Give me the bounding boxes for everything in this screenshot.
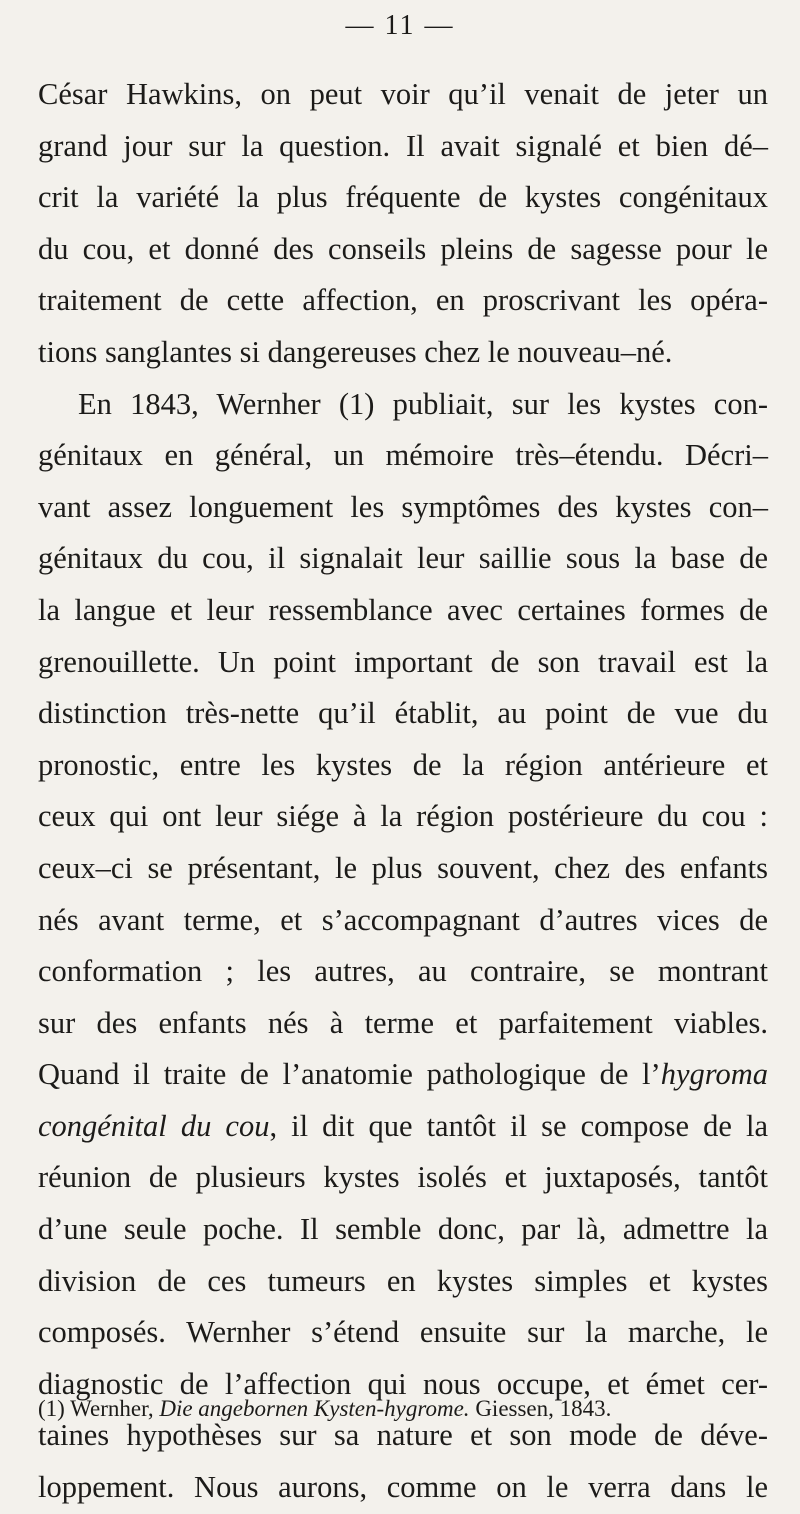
text-line: du cou, et donné des conseils pleins de sagesse pour le <box>38 231 768 266</box>
text-line: vant assez longuement les symptômes des kystes con– <box>38 489 768 524</box>
text-line: pronostic, entre les kystes de la région antérieure et <box>38 747 768 782</box>
body-text <box>38 69 768 1514</box>
text-line: génitaux du cou, il signalait leur saillie sous la base de <box>38 541 768 576</box>
italic-term: congénital du cou <box>38 1108 270 1143</box>
text-line: taines hypothèses sur sa nature et son mode de déve- <box>38 1418 768 1453</box>
text-line: En 1843, Wernher (1) publiait, sur les kystes con- <box>78 386 768 421</box>
text-line: grenouillette. Un point important de son travail est la <box>38 644 768 679</box>
text-line: composés. Wernher s’étend ensuite sur la marche, le <box>38 1315 768 1350</box>
footnote-marker: (1) Wernher, <box>38 1396 160 1421</box>
text-line: loppement. Nous aurons, comme on le verra dans le <box>38 1470 768 1505</box>
footnote-title: Die angebornen Kysten-hygrome. <box>159 1396 470 1421</box>
text-line: d’une seule poche. Il semble donc, par là, admettre la <box>38 1212 768 1247</box>
footnote-place: Giessen, 1843. <box>469 1396 612 1421</box>
text-line: traitement de cette affection, en proscrivant les opéra- <box>38 283 768 318</box>
text-line: la langue et leur ressemblance avec certaines formes de <box>38 592 768 627</box>
text-line: diagnostic de l’affection qui nous occupe, et émet cer- <box>38 1366 768 1401</box>
text-line: nés avant terme, et s’accompagnant d’autres vices de <box>38 902 768 937</box>
text-line: réunion de plusieurs kystes isolés et juxtaposés, tantôt <box>38 1160 768 1195</box>
text-line: génitaux en général, un mémoire très–étendu. Décri– <box>38 438 768 473</box>
text-line: Quand il traite de l’anatomie pathologique de l’hygroma <box>38 1057 768 1092</box>
text-line: division de ces tumeurs en kystes simples et kystes <box>38 1263 768 1298</box>
text-line: congénital du cou, il dit que tantôt il se compose de la <box>38 1108 768 1143</box>
text-line: César Hawkins, on peut voir qu’il venait de jeter un <box>38 77 768 111</box>
text-line: crit la variété la plus fréquente de kystes congénitaux <box>38 180 768 215</box>
text-line: grand jour sur la question. Il avait signalé et bien dé– <box>38 128 768 163</box>
text-line: conformation ; les autres, au contraire, se montrant <box>38 954 768 989</box>
text-line: sur des enfants nés à terme et parfaitement viables. <box>38 1005 768 1040</box>
page-number: — 11 — <box>345 10 455 41</box>
text-line: ceux qui ont leur siége à la région postérieure du cou : <box>38 799 768 834</box>
footnote <box>38 1391 768 1427</box>
text-line: ceux–ci se présentant, le plus souvent, chez des enfants <box>38 850 768 885</box>
italic-term: hygroma <box>660 1057 768 1092</box>
text-line: tions sanglantes si dangereuses chez le nouveau–né. <box>38 334 673 369</box>
text-line: distinction très-nette qu’il établit, au point de vue du <box>38 696 768 731</box>
